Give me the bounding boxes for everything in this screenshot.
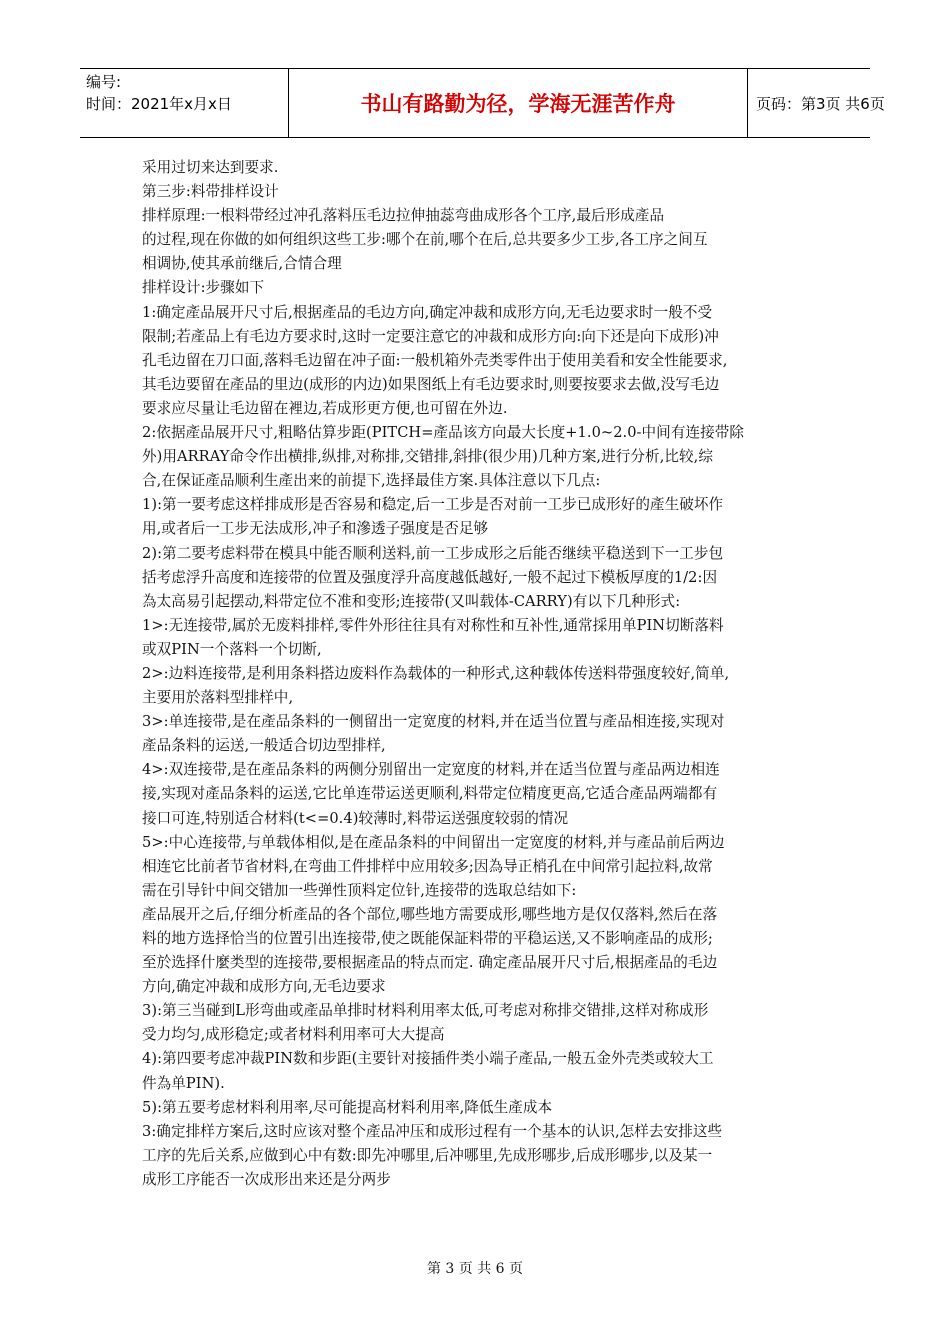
body-text-line: 2>:边料连接带,是利用条料搭边废料作為载体的一种形式,这种载体传送料带强度较好,简单, bbox=[142, 664, 730, 682]
body-text-line: 件為单PIN). bbox=[142, 1074, 225, 1092]
body-text-line: 料的地方选择恰当的位置引出连接带,使之既能保証料带的平稳运送,又不影响產品的成形; bbox=[142, 930, 713, 947]
header-page-info: 页码：第3页 共6页 bbox=[756, 94, 885, 113]
document-time-label: 时间：2021年x月x日 bbox=[86, 95, 232, 113]
body-text-line: 排样设计:步骤如下 bbox=[142, 279, 265, 297]
body-text-line: 5>:中心连接带,与单载体相似,是在產品条料的中间留出一定宽度的材料,并与產品前后两边 bbox=[142, 833, 725, 851]
body-text-line: 接口可连,特别适合材料(t<=0.4)较薄时,料带运送强度较弱的情况 bbox=[142, 809, 569, 827]
body-text-line: 用,或者后一工步无法成形,冲子和滲透子强度是否足够 bbox=[142, 520, 489, 538]
body-text-line: 4>:双连接带,是在產品条料的两侧分别留出一定宽度的材料,并在适当位置与產品两边相连 bbox=[142, 761, 720, 779]
body-text-line: 合,在保证產品顺利生產出来的前提下,选择最佳方案.具体注意以下几点: bbox=[142, 472, 601, 490]
body-text-line: 限制;若產品上有毛边方要求时,这时一定要注意它的冲裁和成形方向:向下还是向下成形)冲 bbox=[142, 327, 719, 345]
body-text-line: 采用过切来达到要求. bbox=[142, 159, 279, 176]
body-text-line: 接,实现对產品条料的运送,它比单连带运送更顺利,料带定位精度更高,它适合產品两端都有 bbox=[142, 785, 718, 803]
body-text-line: 成形工序能否一次成形出来还是分两步 bbox=[142, 1170, 391, 1188]
body-text-line: 1:确定產品展开尺寸后,根据產品的毛边方向,确定冲裁和成形方向,无毛边要求时一般不受 bbox=[142, 303, 713, 321]
body-text-line: 產品展开之后,仔细分析產品的各个部位,哪些地方需要成形,哪些地方是仅仅落料,然后在落 bbox=[142, 905, 718, 923]
body-text-line: 排样原理:一根料带经过冲孔落料压毛边拉伸抽蕊弯曲成形各个工序,最后形成產品 bbox=[142, 207, 665, 225]
header-motto: 书山有路勤为径，学海无涯苦作舟 bbox=[288, 69, 748, 137]
body-text-line: 3>:单连接带,是在產品条料的一侧留出一定宽度的材料,并在适当位置与產品相连接,实现对 bbox=[142, 713, 725, 731]
body-text-line: 工序的先后关系,应做到心中有数:即先冲哪里,后冲哪里,先成形哪步,后成形哪步,以及某一 bbox=[142, 1146, 713, 1164]
header-meta bbox=[86, 71, 232, 115]
body-text-line: 至於选择什麼类型的连接带,要根据產品的特点而定. 确定產品展开尺寸后,根据產品的毛边 bbox=[142, 954, 718, 972]
page-footer: 第 3 页 共 6 页 bbox=[426, 1261, 524, 1277]
body-text-line: 5):第五要考虑材料利用率,尽可能提高材料利用率,降低生產成本 bbox=[142, 1098, 553, 1116]
body-text-line: 第三步:料带排样设计 bbox=[142, 183, 279, 201]
body-text-line: 相连它比前者节省材料,在弯曲工件排样中应用较多;因為导正梢孔在中间常引起拉料,故常 bbox=[142, 857, 713, 875]
body-text-line: 1):第一要考虑这样排成形是否容易和稳定,后一工步是否对前一工步已成形好的產生破坏作 bbox=[142, 496, 724, 514]
page-header bbox=[80, 68, 885, 138]
body-text-line: 主要用於落料型排样中, bbox=[142, 689, 294, 707]
body-text-line: 為太高易引起摆动,料带定位不准和变形;连接带(又叫载体-CARRY)有以下几种形式: bbox=[142, 592, 681, 610]
body-text-line: 方向,确定冲裁和成形方向,无毛边要求 bbox=[142, 978, 386, 996]
body-text-line: 要求应尽量让毛边留在裡边,若成形更方便,也可留在外边. bbox=[142, 399, 508, 417]
body-text-line: 4):第四要考虑冲裁PIN数和步距(主要针对接插件类小端子產品,一般五金外壳类或较大工 bbox=[142, 1050, 714, 1068]
document-number-label: 编号: bbox=[86, 73, 122, 91]
body-text-line: 2:依据產品展开尺寸,粗略估算步距(PITCH=產品该方向最大长度+1.0~2.0-中间有连接带除 bbox=[142, 424, 745, 442]
body-text-line: 需在引导针中间交错加一些弹性顶料定位针,连接带的选取总结如下: bbox=[142, 881, 577, 899]
body-text-line: 外)用ARRAY命令作出横排,纵排,对称排,交错排,斜排(很少用)几种方案,进行分析,比较,综 bbox=[142, 448, 714, 466]
body-text-line: 其毛边要留在產品的里边(成形的内边)如果图纸上有毛边要求时,则要按要求去做,没写毛边 bbox=[142, 375, 720, 393]
body-text-line: 相调协,使其承前继后,合情合理 bbox=[142, 255, 342, 273]
body-text-line: 產品条料的运送,一般适合切边型排样, bbox=[142, 737, 386, 755]
body-text-line: 1>:无连接带,属於无废料排样,零件外形往往具有对称性和互补性,通常採用单PIN切断落料 bbox=[142, 616, 724, 634]
body-text-line: 受力均匀,成形稳定;或者材料利用率可大大提高 bbox=[142, 1026, 445, 1044]
document-body bbox=[142, 156, 812, 1192]
body-text-line: 3:确定排样方案后,这时应该对整个產品冲压和成形过程有一个基本的认识,怎样去安排这些 bbox=[142, 1122, 723, 1140]
body-text-line: 孔毛边留在刀口面,落料毛边留在冲子面:一般机箱外壳类零件出于使用美看和安全性能要求, bbox=[142, 351, 728, 369]
body-text-line: 的过程,现在你做的如何组织这些工步:哪个在前,哪个在后,总共要多少工步,各工序之间互 bbox=[142, 231, 708, 249]
body-text-line: 2):第二要考虑料带在模具中能否顺利送料,前一工步成形之后能否继续平稳送到下一工步包 bbox=[142, 544, 724, 562]
body-text-line: 括考虑浮升高度和连接带的位置及强度浮升高度越低越好,一般不起过下模板厚度的1/2:因 bbox=[142, 568, 718, 586]
body-text-line: 3):第三当碰到L形弯曲或產品单排时材料利用率太低,可考虑对称排交错排,这样对称成形 bbox=[142, 1002, 709, 1020]
body-text-line: 或双PIN一个落料一个切断, bbox=[142, 640, 322, 658]
